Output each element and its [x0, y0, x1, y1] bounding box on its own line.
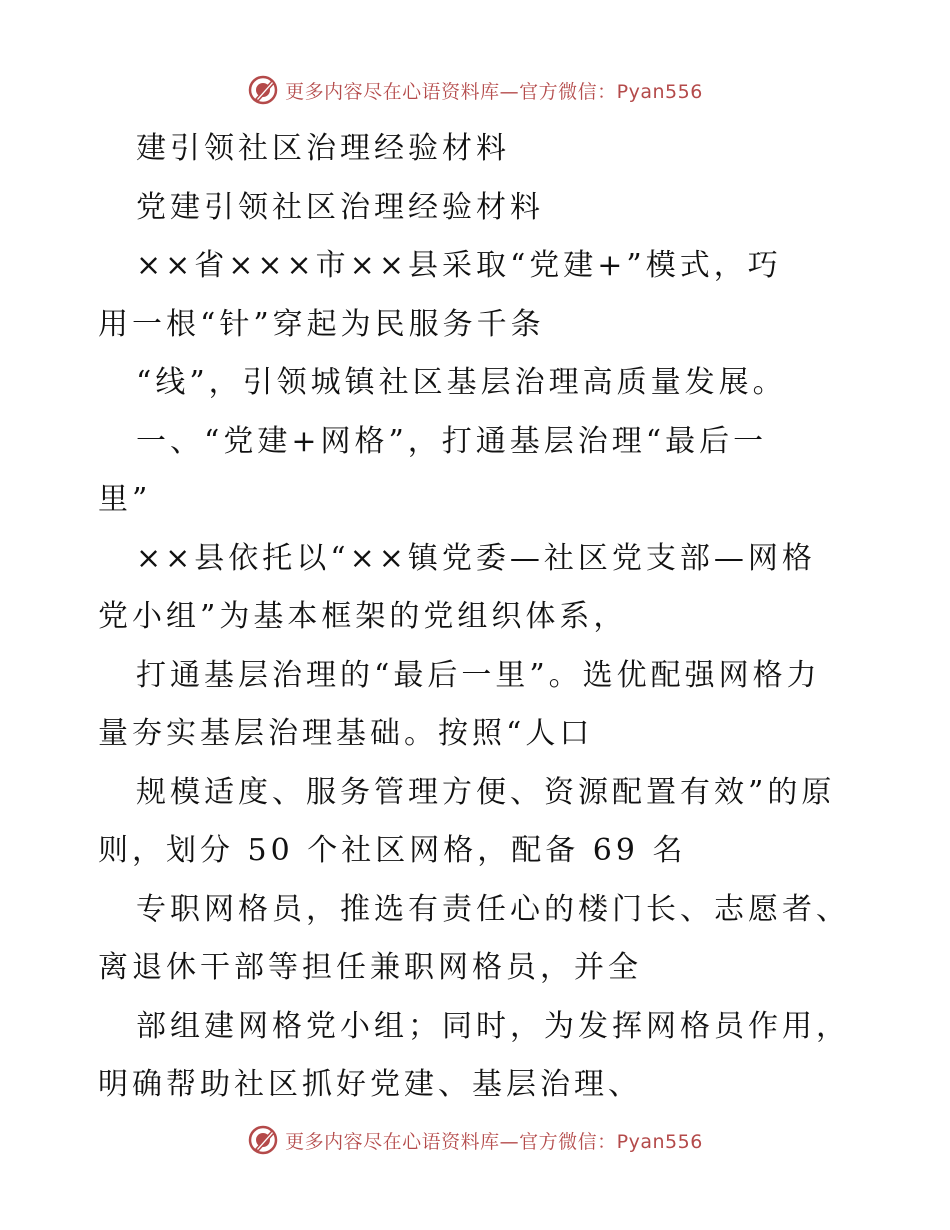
doc-line-2: 党建引领社区治理经验材料: [136, 189, 544, 225]
doc-line-3: ××省×××市××县采取“党建+”模式，巧: [136, 248, 782, 283]
doc-line-6: 一、“党建+网格”，打通基层治理“最后一: [136, 423, 768, 459]
doc-line-14: 专职网格员，推选有责任心的楼门长、志愿者、: [136, 891, 850, 927]
pen-logo-icon: [247, 74, 279, 106]
doc-line-11: 量夯实基层治理基础。按照“人口: [98, 716, 594, 751]
doc-line-13: 则，划分 50 个社区网格，配备 69 名: [98, 833, 687, 868]
doc-line-10: 打通基层治理的“最后一里”。选优配强网格力: [136, 657, 821, 693]
footer-watermark: [0, 1120, 950, 1160]
footer-watermark-text: 更多内容尽在心语资料库—官方微信：Pyan556: [285, 1130, 703, 1153]
doc-line-16: 部组建网格党小组；同时，为发挥网格员作用，: [136, 1008, 850, 1044]
doc-line-1: 建引领社区治理经验材料: [136, 131, 510, 166]
doc-line-12: 规模适度、服务管理方便、资源配置有效”的原: [136, 774, 836, 810]
doc-line-7: 里”: [98, 482, 152, 517]
doc-line-8: ××县依托以“××镇党委—社区党支部—网格: [136, 540, 816, 576]
doc-line-4: 用一根“针”穿起为民服务千条: [98, 306, 545, 342]
pen-logo-icon: [247, 1124, 279, 1156]
doc-line-5: “线”，引领城镇社区基层治理高质量发展。: [136, 365, 787, 400]
doc-line-15: 离退休干部等担任兼职网格员，并全: [98, 950, 642, 985]
header-watermark-text: 更多内容尽在心语资料库—官方微信：Pyan556: [285, 80, 703, 103]
doc-line-17: 明确帮助社区抓好党建、基层治理、: [98, 1067, 642, 1102]
header-watermark: [0, 70, 950, 110]
doc-line-9: 党小组”为基本框架的党组织体系，: [98, 599, 628, 634]
document-body: [98, 120, 858, 1115]
